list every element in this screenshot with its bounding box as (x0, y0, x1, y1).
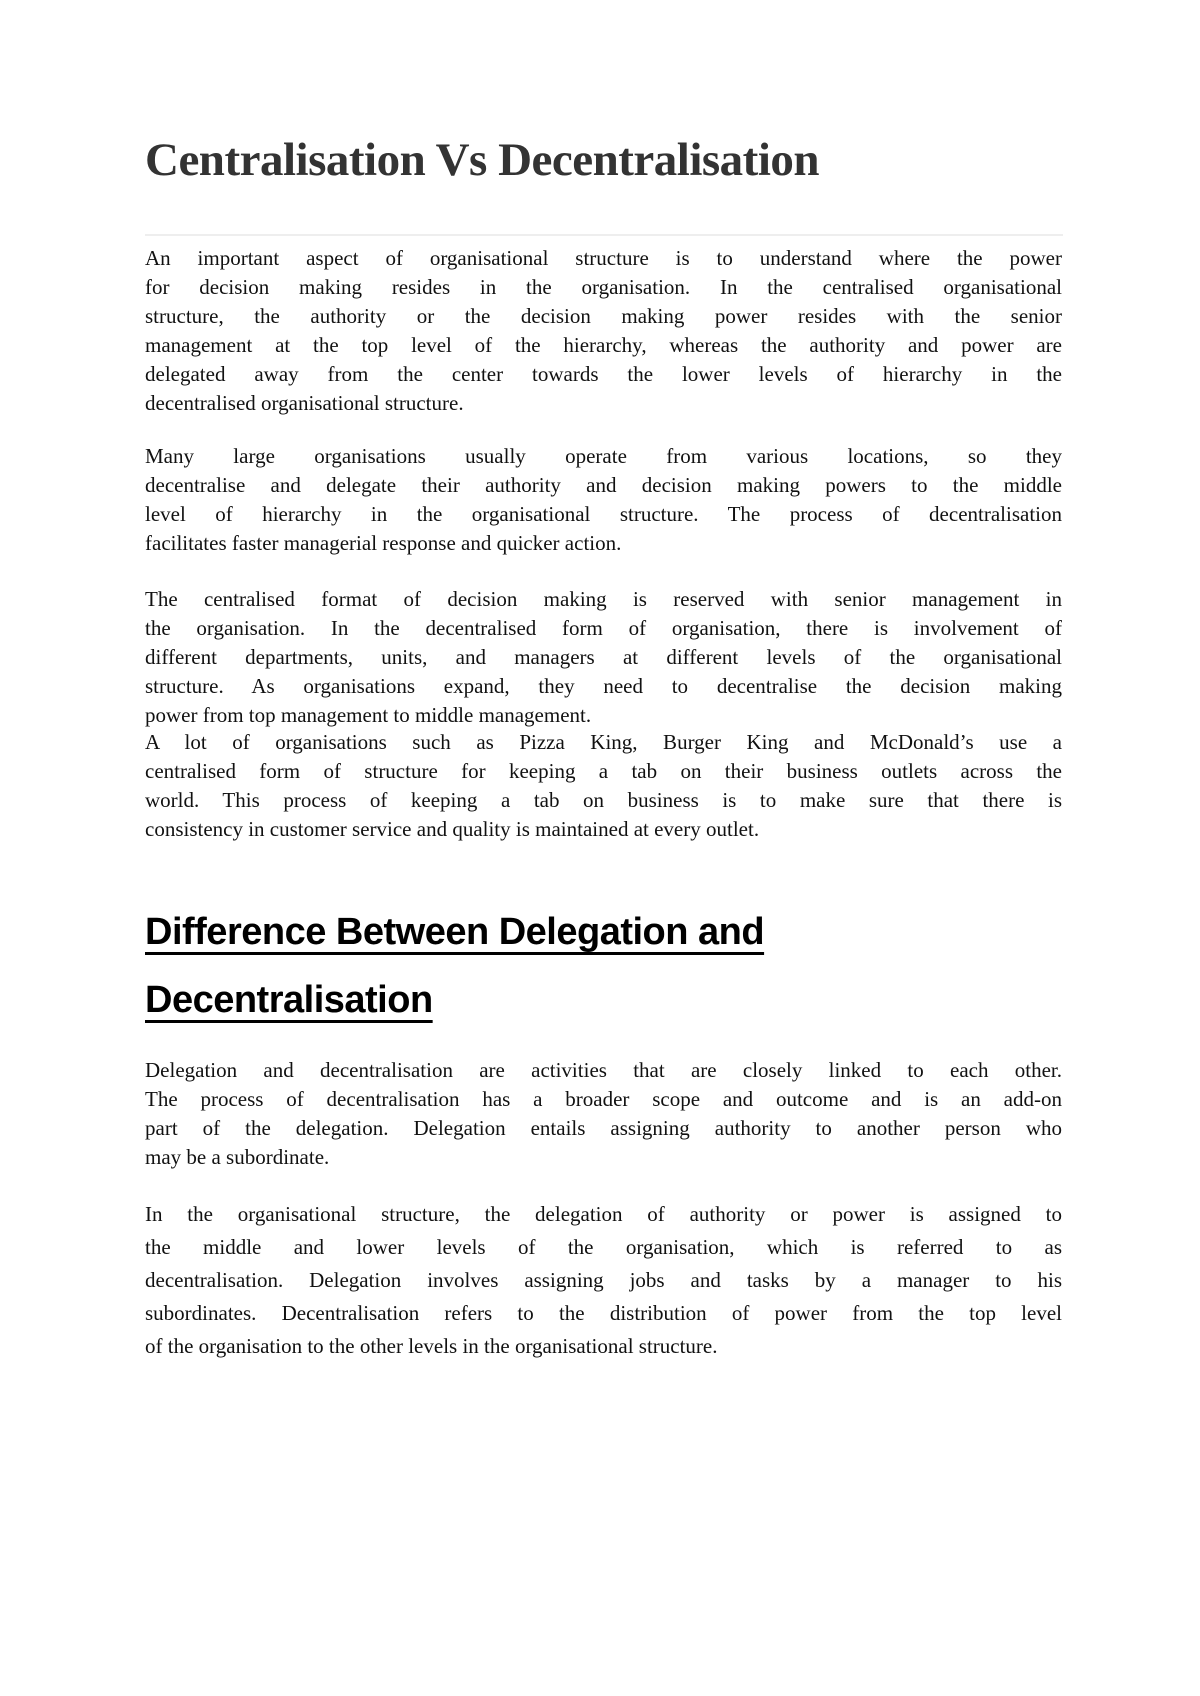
text-line: world. This process of keeping a tab on business is to make sure that there is (145, 788, 1062, 812)
text-line: structure, the authority or the decision making power resides with the senior (145, 304, 1062, 328)
text-line: different departments, units, and managers at different levels of the organisational (145, 645, 1062, 669)
paragraph-5 (145, 1056, 1062, 1172)
text-line: part of the delegation. Delegation entails assigning authority to another person who (145, 1116, 1062, 1140)
text-line: In the organisational structure, the delegation of authority or power is assigned to (145, 1202, 1062, 1226)
text-line: Many large organisations usually operate from various locations, so they (145, 444, 1062, 468)
page-title: Centralisation Vs Decentralisation (145, 134, 820, 186)
text-line: An important aspect of organisational structure is to understand where the power (145, 246, 1062, 270)
paragraph-3 (145, 585, 1062, 730)
text-line: consistency in customer service and quality is maintained at every outlet. (145, 817, 760, 841)
text-line: for decision making resides in the organisation. In the centralised organisational (145, 275, 1062, 299)
text-line: decentralisation. Delegation involves assigning jobs and tasks by a manager to his (145, 1268, 1062, 1292)
text-line: power from top management to middle management. (145, 703, 592, 727)
text-line: of the organisation to the other levels in the organisational structure. (145, 1334, 718, 1358)
text-line: centralised form of structure for keeping a tab on their business outlets across the (145, 759, 1062, 783)
paragraph-2 (145, 442, 1062, 558)
paragraph-6 (145, 1198, 1062, 1363)
text-line: facilitates faster managerial response and quicker action. (145, 531, 622, 555)
heading-line: Decentralisation (145, 979, 433, 1021)
text-line: A lot of organisations such as Pizza King, Burger King and McDonald’s use a (145, 730, 1062, 754)
text-line: decentralised organisational structure. (145, 391, 464, 415)
paragraph-4 (145, 728, 1062, 844)
text-line: the middle and lower levels of the organisation, which is referred to as (145, 1235, 1062, 1259)
text-line: The centralised format of decision making is reserved with senior management in (145, 587, 1062, 611)
text-line: decentralise and delegate their authority and decision making powers to the middle (145, 473, 1062, 497)
heading-line: Difference Between Delegation and (145, 911, 765, 953)
text-line: subordinates. Decentralisation refers to the distribution of power from the top level (145, 1301, 1062, 1325)
text-line: level of hierarchy in the organisational structure. The process of decentralisation (145, 502, 1062, 526)
text-line: management at the top level of the hierarchy, whereas the authority and power are (145, 333, 1062, 357)
text-line: Delegation and decentralisation are activities that are closely linked to each other. (145, 1058, 1062, 1082)
text-line: the organisation. In the decentralised form of organisation, there is involvement of (145, 616, 1062, 640)
text-line: delegated away from the center towards the lower levels of hierarchy in the (145, 362, 1062, 386)
title-divider (145, 234, 1063, 236)
text-line: may be a subordinate. (145, 1145, 330, 1169)
text-line: The process of decentralisation has a broader scope and outcome and is an add-on (145, 1087, 1062, 1111)
section-heading (145, 898, 1062, 1034)
paragraph-1 (145, 244, 1062, 418)
text-line: structure. As organisations expand, they need to decentralise the decision making (145, 674, 1062, 698)
